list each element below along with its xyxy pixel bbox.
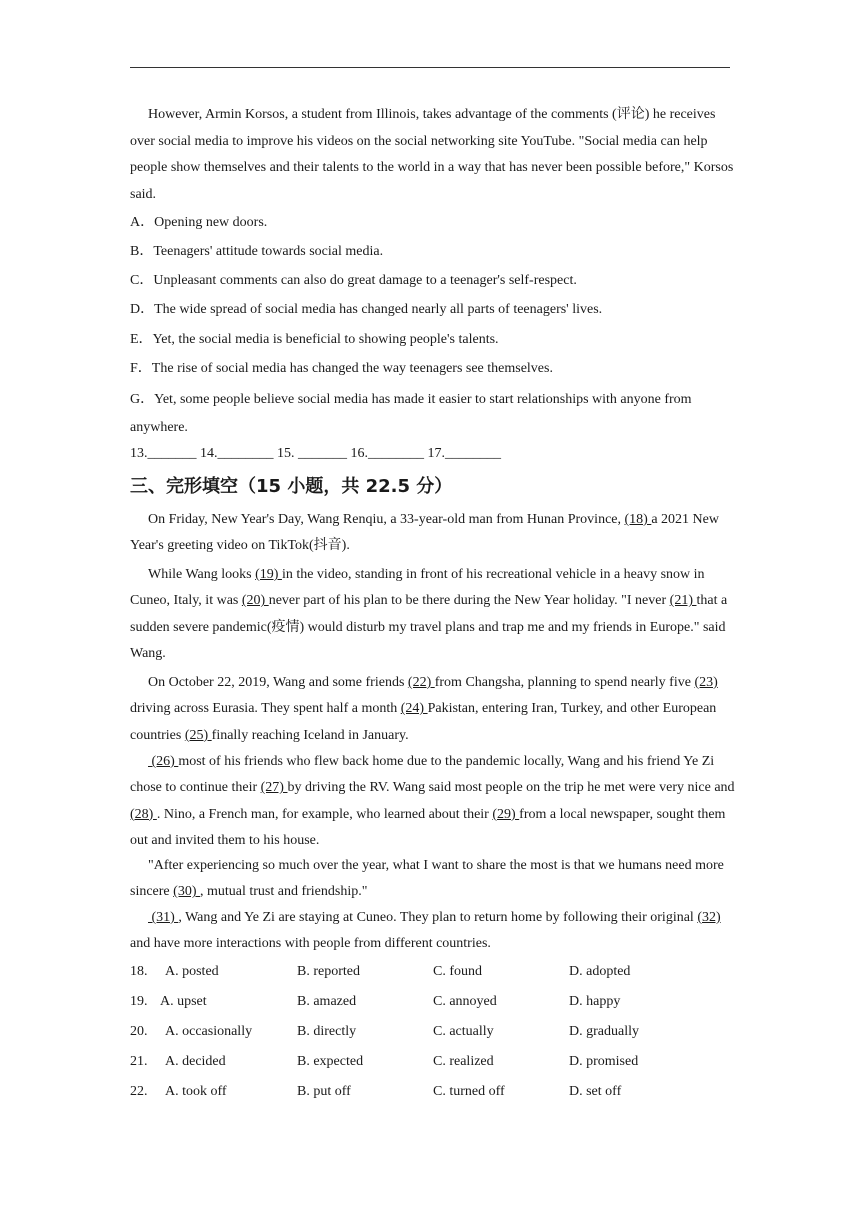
blank-20: (20): [241, 593, 269, 609]
choice-a: A. occasionally: [165, 1024, 253, 1039]
choice-a: A. upset: [160, 994, 207, 1009]
question-number: 22.: [130, 1084, 148, 1099]
choice-c: C. turned off: [433, 1084, 505, 1099]
option-d: D．The wide spread of social media has changed nearly all parts of teenagers' lives.: [130, 302, 603, 317]
story-paragraph-1: On Friday, New Year's Day, Wang Renqiu, a 33-year-old man from Hunan Province, (18) a 2021 New Year's greeting video on TikTok(抖音).: [130, 512, 719, 554]
choice-b: B. amazed: [297, 994, 357, 1009]
choice-a: A. took off: [165, 1084, 227, 1099]
choice-c: C. annoyed: [433, 994, 497, 1009]
story-paragraph-3: On October 22, 2019, Wang and some friends (22) from Changsha, planning to spend nearly five (23) driving across Eurasia. They spent half a month (24) Pakistan, entering Iran, Turkey, and other European countries (25) finally reaching Iceland in January.: [130, 675, 718, 743]
section-heading-cloze: 三、完形填空（15 小题，共 22.5 分）: [130, 476, 453, 497]
choice-b: B. expected: [297, 1054, 364, 1069]
option-e: E．Yet, the social media is beneficial to showing people's talents.: [130, 332, 499, 347]
blank-21: (21): [669, 593, 697, 609]
question-20: [130, 1022, 690, 1042]
question-18: [130, 962, 690, 982]
story-paragraph-2: While Wang looks (19) in the video, standing in front of his recreational vehicle in a heavy snow in Cuneo, Italy, it was (20) never part of his plan to be there during the New Year holiday. "I never (21) that a sudden severe pandemic(疫情) would disturb my travel plans and trap me and my friends in Europe." said Wang.: [130, 567, 728, 661]
choice-d: D. set off: [569, 1084, 622, 1099]
choice-b: B. reported: [297, 964, 360, 979]
blank-25: (25): [184, 727, 212, 743]
choice-c: C. actually: [433, 1024, 494, 1039]
option-g: G．Yet, some people believe social media has made it easier to start relationships with anyone from anywhere.: [130, 392, 692, 435]
question-19: [130, 992, 690, 1012]
story-paragraph-6: (31) , Wang and Ye Zi are staying at Cuneo. They plan to return home by following their original (32) and have more interactions with people from different countries.: [130, 910, 721, 952]
header-rule: [130, 67, 730, 68]
choice-c: C. found: [433, 964, 482, 979]
option-f: F．The rise of social media has changed the way teenagers see themselves.: [130, 361, 553, 376]
question-number: 20.: [130, 1024, 148, 1039]
blank-19: (19): [255, 567, 282, 582]
option-b: B．Teenagers' attitude towards social media.: [130, 244, 384, 259]
question-number: 21.: [130, 1054, 148, 1069]
blank-22: (22): [407, 675, 435, 690]
blank-29: (29): [492, 806, 520, 822]
choice-d: D. adopted: [569, 964, 631, 979]
blank-23: (23): [694, 675, 718, 690]
option-a: A．Opening new doors.: [130, 215, 268, 230]
answer-blanks-line: 13._______ 14.________ 15. _______ 16.________ 17.________: [130, 446, 501, 461]
blank-27: (27): [260, 780, 288, 796]
question-number: 19.: [130, 994, 148, 1009]
blank-18: (18): [624, 512, 652, 527]
choice-d: D. promised: [569, 1054, 639, 1069]
blank-31: (31): [148, 910, 179, 925]
passage-ending-paragraph: However, Armin Korsos, a student from Illinois, takes advantage of the comments (评论) he receives over social media to improve his videos on the social networking site YouTube. "Social media can help people show themselves and their talents to the world in a way that has never been possible before," Korsos said.: [130, 107, 734, 202]
blank-28: (28): [130, 806, 157, 822]
question-21: [130, 1052, 690, 1072]
choice-d: D. gradually: [569, 1024, 639, 1039]
choice-a: A. posted: [165, 964, 219, 979]
blank-24: (24): [400, 701, 428, 717]
option-c: C．Unpleasant comments can also do great damage to a teenager's self-respect.: [130, 273, 577, 288]
question-number: 18.: [130, 964, 148, 979]
story-paragraph-5: "After experiencing so much over the year, what I want to share the most is that we humans need more sincere (30) , mutual trust and friendship.": [130, 858, 724, 900]
blank-26: (26): [148, 754, 179, 769]
choice-b: B. directly: [297, 1024, 357, 1039]
story-paragraph-4: (26) most of his friends who flew back home due to the pandemic locally, Wang and his friend Ye Zi chose to continue their (27) by driving the RV. Wang said most people on the trip he met were very nice and (28) . Nino, a French man, for example, who learned about their (29) from a local newspaper, sought them out and invited them to his house.: [130, 754, 735, 848]
blank-30: (30): [173, 884, 200, 900]
choice-c: C. realized: [433, 1054, 494, 1069]
choice-b: B. put off: [297, 1084, 351, 1099]
choice-d: D. happy: [569, 994, 621, 1009]
choice-a: A. decided: [165, 1054, 226, 1069]
blank-32: (32): [697, 910, 721, 925]
question-22: [130, 1082, 690, 1102]
